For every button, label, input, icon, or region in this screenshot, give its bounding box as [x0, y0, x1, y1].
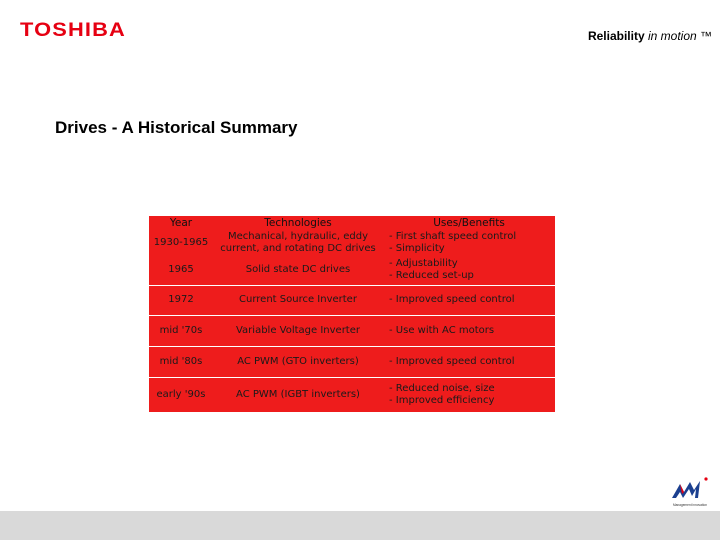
- year-cell: mid '80s: [159, 355, 203, 367]
- technology-cell: AC PWM (IGBT inverters): [236, 388, 360, 400]
- technology-cell: Current Source Inverter: [239, 294, 357, 305]
- table-row: [149, 255, 555, 285]
- footer-bar: [0, 511, 720, 540]
- uses-cell: - Improved speed control: [389, 355, 515, 367]
- table-row: [149, 315, 555, 346]
- uses-cell: - Use with AC motors: [389, 324, 495, 336]
- table-row: [149, 285, 555, 315]
- tagline: [588, 29, 712, 43]
- logo-mark-caption: Management innovation: [672, 503, 708, 507]
- technology-cell: AC PWM (GTO inverters): [237, 355, 359, 367]
- page-title: Drives - A Historical Summary: [55, 118, 298, 137]
- uses-cell: - Adjustability - Reduced set-up: [389, 257, 474, 281]
- header-technologies: Technologies: [264, 217, 332, 229]
- header-year: Year: [169, 217, 193, 229]
- uses-cell: - Improved speed control: [389, 294, 515, 305]
- uses-cell: - Reduced noise, size - Improved efficiency: [389, 382, 495, 406]
- year-cell: mid '70s: [159, 324, 203, 336]
- logo-mark-shape: [672, 481, 700, 498]
- history-table-container: [149, 216, 555, 412]
- table-row: [149, 346, 555, 377]
- year-cell: early '90s: [156, 388, 206, 400]
- history-table: [149, 216, 555, 412]
- year-cell: 1972: [168, 294, 194, 305]
- header-uses-benefits: Uses/Benefits: [433, 217, 505, 229]
- uses-cell: - First shaft speed control - Simplicity: [389, 230, 517, 254]
- year-cell: 1930-1965: [153, 236, 209, 248]
- table-row: [149, 230, 555, 255]
- year-cell: 1965: [168, 263, 194, 275]
- table-row: [149, 377, 555, 412]
- toshiba-logo: TOSHIBA: [20, 20, 126, 41]
- table-header-row: [149, 216, 555, 230]
- logo-mark-dot: [704, 477, 707, 480]
- technology-cell: Solid state DC drives: [245, 263, 351, 275]
- management-innovation-logo: [668, 476, 714, 508]
- tagline-in-motion: in motion ™: [644, 29, 712, 43]
- technology-cell: Variable Voltage Inverter: [235, 324, 360, 336]
- tagline-reliability: Reliability: [587, 29, 645, 43]
- technology-cell: Mechanical, hydraulic, eddy current, and rotating DC drives: [220, 230, 376, 254]
